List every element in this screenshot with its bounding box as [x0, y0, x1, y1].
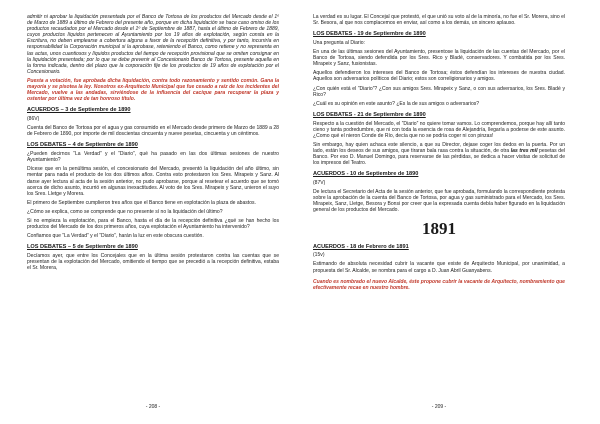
paragraph: Una pregunta al Diario:	[313, 39, 365, 46]
section-heading: LOS DEBATES - 19 de Septiembre de 1890	[313, 31, 426, 38]
year-heading: 1891	[422, 218, 456, 238]
paragraph: El primero de Septiembre cumplieron tres años que el Banco tiene en explotación la plaza de abastos.	[27, 199, 256, 206]
paragraph: Si no empieza la explotación, para el Banco, hasta el día de la recepción definitiva ¿qué se han hecho los productos del Mercado de los dos primeros años, cuya explotación el Ayuntamiento ha intervenido?	[27, 218, 279, 231]
paragraph: Estimando de absoluta necesidad cubrir la vacante que existe de Arquitecto Municipal, por unanimidad, a propuesta del Sr. Alcalde, se nombra para el cargo a D. Juan Abril Guanyabens.	[313, 261, 565, 274]
folio-reference: (87V)	[313, 180, 326, 187]
paragraph: ¿Cuál es su opinión en este asunto? ¿Es la de sus amigos o adversarios?	[313, 100, 480, 107]
paragraph	[313, 142, 565, 166]
right-page	[313, 14, 565, 410]
paragraph: Decíamos ayer, que entre los Concejales que en la última sesión protestaron contra las cuentas que se presentan de la explotación del Mercado, omitiendo el tiempo que se precedió a la recepción definitiva, estaba el Sr. Morera,	[27, 253, 279, 272]
paragraph: En una de las últimas sesiones del Ayuntamiento, presentose la liquidación de las cuentas del Mercado, por el Banco de Tortosa, siendo defendida por los Sres. Rico y Bladé, conservadores. Y combatida por los Sres. Mirapeix y Sanz, fusionistas.	[313, 49, 565, 68]
paragraph: De lectura el Secretario del Acta de la sesión anterior, que fue aprobada, formulando la correspondiente protesta sobre la aprobación de la cuenta del Banco de Tortosa, por agua y gas suministrado para el Mercado, los Sres. Mirapeix, Sanz, Lletge, Besora y Bonsi por creer que la expresada cuenta debía haber figurado en la liquidación general de los productos del Mercado.	[313, 189, 565, 214]
paragraph: Dícese que en la penúltima sesión, el concesionario del Mercado, presentó la liquidación del año último, sin mentar para nada el producto de los dos últimos años. Contra esto protestaron los Sres. Mirapeix y Sanz. Al darse ayer lectura al acta de la sesión anterior, no pudo aprobarse, porque al resetear el acuerdo que se tomó acerca de dicho asunto, incurrió en algunas inexactitudes. Al voto de los Sres. Mirapeix y Sanz, unieron el suyo los Sres. Lletge y Morera.	[27, 166, 279, 197]
paragraph: ¿Con quién está el “Diario”? ¿Con sus amigos Sres. Mirapeix y Sanz, o con sus adversarios, los Sres. Bladé y Rico?	[313, 85, 565, 98]
section-heading: ACUERDOS - 10 de Septiembre de 1890	[313, 171, 419, 178]
left-page	[27, 14, 279, 410]
emphasis-text: las tres mil	[510, 148, 538, 154]
author-commentary: Cuando es nombrado el nuevo Alcalde, éste propone cubrir la vacante de Arquitecto, nombramiento que efectivamente recae en nuestro hombre.	[313, 278, 565, 291]
section-heading: LOS DEBATES - 21 de Septiembre de 1890	[313, 111, 426, 118]
section-heading: LOS DEBATES – 5 de Septiembre de 1890	[27, 244, 138, 251]
paragraph: Cuenta del Banco de Tortosa por el agua y gas consumido en el Mercado desde primero de Marzo de 1889 a 28 de Febrero de 1890, por importe de mil doscientas cincuenta y nueve pesetas, cincuenta y un céntimos.	[27, 125, 279, 138]
paragraph: ¿Cómo se explica, como se comprende que no presente sí no la liquidación del último?	[27, 208, 223, 215]
paragraph: Respecto a la cuestión del Mercado, el “Diario” no quiere tomar vamos. Lo comprendemos, porque hay allí tanto cieno y tanta podredumbre, que ni con toda la esencia de rosa de Alejandría, llegaría a poderse de este asunto. ¿Como qué el nieron Conde de Río, decía que no se podría coger ni con pinzas!	[313, 120, 565, 139]
paragraph: Aquellos defendieron los intereses del Banco de Tortosa; éstos defendían los intereses de nuestra ciudad. Aquellos son adversarios políticos del Diario; estos son correligionarios y amigos.	[313, 70, 565, 83]
paragraph-text: pesetas del Banco. Por eso D. Manuel Domingo, para reservarse de las pérdidas, se dedica a hacer visitas de solicitud de los impresos del Teatro.	[313, 148, 565, 167]
section-heading: LOS DEBATES – 4 de Septiembre de 1890	[27, 142, 138, 149]
section-heading: ACUERDOS – 3 de Septiembre de 1890	[27, 107, 131, 114]
paragraph: Confiamos que “La Verdad” y el “Diario”, harán la luz en este obscura cuestión.	[27, 233, 204, 240]
author-commentary: Puesta a votación, fue aprobada dicha liquidación, contra todo razonamiento y sentido común. Gana la mayoría y se pisotea la ley. Nosotros ex-Arquitecto Municipal que fue cesado a raíz de los incidentes del Mercado, vuelve a las andadas, sirviéndose de la influencia del cacique para recuperar la plaza y ostentar por última vez de tan honroso título.	[27, 77, 279, 103]
section-heading: ACUERDOS - 18 de Febrero de 1891	[313, 243, 409, 250]
paragraph: admitir ni aprobar la liquidación presentada por el Banco de Tortosa de los productos del Mercado desde el 1º de Marzo de 1889 a último de Febrero del presente año, porque en dicha liquidación se hace caso omiso de los productos recaudados por el Mercado desde el 1º de Septiembre de 1887, hasta el último de Febrero de 1889, cuyos productos líquidos pertenecen al Ayuntamiento por los 19 años de explotación, según consta en la Escritura, no deben emplearse a cobertura alguna a favor de la recepción definitiva, y por tanto, incurriría en responsabilidad la Corporación municipal si la aprobase, reteniendo el Banco, como retiene y no representa en las actas, unos cuantiosos y líquidos productos del tiempo de recepción provisional que se omiten consignar en la liquidación presentada; por lo que se debe prevenir al Concesionario Banco de Tortosa, presente aquella en la forma indicada, dentro del plazo que la corporación fije de los productos de 19 años de explotación por el Concesionario.	[27, 14, 279, 75]
folio-reference: (15v)	[313, 252, 325, 259]
page-number: - 208 -	[145, 404, 161, 410]
paragraph: La verdad es su lugar. El Concejal que protestó, el que unió su voto al de la minoría, no fue el Sr. Morera, sino el Sr. Besora, al que nos complacemos en enviar, así como a los demás, un sincero aplauso.	[313, 14, 565, 27]
folio-reference: (86V)	[27, 116, 40, 123]
paragraph: ¿Pueden decirnos “La Verdad” y el “Diario”, qué ha pasado en las dos últimas sesiones de nuestro Ayuntamiento?	[27, 151, 279, 164]
paragraph-text: Sin embargo, hay quien achaca este silencio, a que su Director, dejase coger los dedos en la puerta. Por un lado, están los deseos de sus amigos, que tiraran bala rasa contra la situación, de otra	[313, 141, 565, 154]
page-number: - 209 -	[431, 404, 447, 410]
